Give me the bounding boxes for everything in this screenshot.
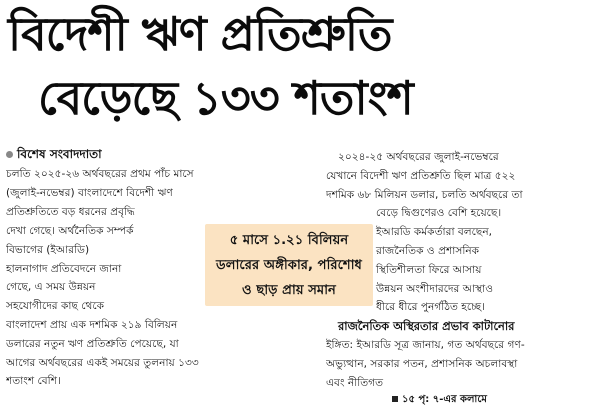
right-column-continued: [326, 336, 608, 392]
body-line: ২০২৪-২৫ অর্থবছরের জুলাই-নভেম্বরে: [338, 151, 499, 163]
body-line: রাজনৈতিক ও প্রশাসনিক: [376, 244, 480, 257]
body-line: দশমিক ৬৮ মিলিয়ন ডলার, চলতি অর্থবছরে তা: [326, 188, 523, 201]
right-column: [326, 148, 608, 317]
body-line: ইআরডি কর্মকর্তারা বলছেন,: [376, 226, 493, 239]
left-column-bottom: [6, 316, 312, 391]
headline-line-1: বিদেশী ঋণ প্রতিশ্রুতি: [8, 7, 392, 61]
body-line: ডলারের নতুন ঋণ প্রতিশ্রুতি পেয়েছে, যা: [6, 337, 179, 350]
body-line: স্থিতিশীলতা ফিরে আসায়: [376, 263, 482, 276]
byline: [6, 146, 102, 166]
body-line: ইঙ্গিত: ইআরডি সূত্র জানায়, গত অর্থবছরে গণ-: [326, 339, 525, 351]
bullet-icon: [6, 151, 13, 158]
body-line: শতাংশ বেশি।: [6, 375, 61, 388]
pull-quote-line: ডলারের অঙ্গীকার, পরিশোধ: [216, 258, 362, 273]
pull-quote-line: ৫ মাসে ১.২১ বিলিয়ন: [229, 233, 349, 248]
body-line: প্রতিশ্রুতিতে বড় ধরনের প্রবৃদ্ধি: [6, 205, 135, 218]
body-line: সহযোগীদের কাছ থেকে: [6, 300, 105, 313]
pull-quote-line: ও ছাড় প্রায় সমান: [242, 283, 336, 298]
body-line: বাংলাদেশ প্রায় এক দশমিক ২১৯ বিলিয়ন: [6, 319, 178, 331]
body-line: দেখা গেছে। অর্থনৈতিক সম্পর্ক: [6, 225, 134, 237]
body-line: বিভাগের (ইআরডি): [6, 243, 90, 256]
body-line: ধীরে ধীরে পুনর্গঠিত হচ্ছে।: [376, 301, 485, 314]
body-line: (জুলাই-নভেম্বর) বাংলাদেশে বিদেশী ঋণ: [6, 186, 173, 199]
left-column-top: [6, 165, 304, 221]
body-line: বেড়ে দ্বিগুণেরও বেশি হয়েছে।: [376, 207, 502, 220]
left-column-narrow: [6, 222, 202, 316]
body-line: আগের অর্থবছরের একই সময়ের তুলনায় ১৩৩: [6, 356, 199, 369]
continuation-note: [392, 392, 487, 409]
body-line: গেছে, এ সময় উন্নয়ন: [6, 281, 96, 294]
byline-text: বিশেষ সংবাদদাতা: [17, 147, 102, 161]
body-line: হালনাগাদ প্রতিবেদনে জানা: [6, 262, 122, 275]
continuation-text: ১৫ পৃ: ৭-এর কলামে: [402, 394, 487, 405]
body-line: এবং নীতিগত: [326, 376, 384, 389]
body-line: চলতি ২০২৫-২৬ অর্থবছরের প্রথম পাঁচ মাসে: [6, 168, 194, 180]
body-line: উন্নয়ন অংশীদারদের আস্থাও: [376, 282, 493, 295]
body-line: অভ্যুত্থান, সরকার পতন, প্রশাসনিক অচলাবস্থা: [326, 357, 518, 370]
subhead: রাজনৈতিক অস্থিরতার প্রভাব কাটানোর: [338, 319, 515, 333]
body-line: যেখানে বিদেশী ঋণ প্রতিশ্রুতি ছিল মাত্র ৫২২: [326, 169, 516, 182]
headline-line-2: বেড়েছে ১৩৩ শতাংশ: [38, 71, 413, 125]
square-bullet-icon: [392, 396, 398, 402]
